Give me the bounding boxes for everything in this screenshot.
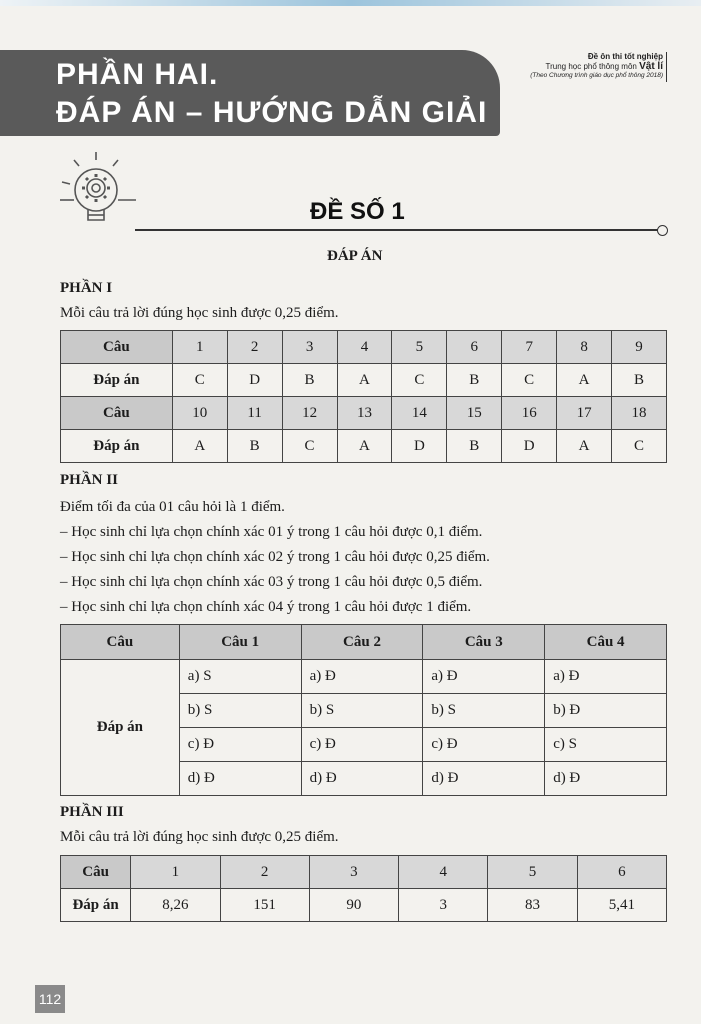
part2-rule: – Học sinh chỉ lựa chọn chính xác 03 ý trong 1 câu hỏi được 0,5 điểm. [60, 574, 483, 590]
question-cell: 16 [502, 397, 557, 430]
title-underline [135, 229, 660, 231]
answer-cell: D [502, 430, 557, 463]
question-cell: 11 [227, 397, 282, 430]
answer-cell: b) S [301, 694, 423, 728]
answer-cell: b) Đ [545, 694, 667, 728]
table-header-cell: Câu [61, 856, 131, 889]
question-cell: 3 [282, 331, 337, 364]
column-header: Câu 1 [179, 625, 301, 660]
answer-cell: c) S [545, 728, 667, 762]
part1-heading: PHẦN I [60, 280, 113, 296]
answer-cell: 90 [309, 889, 398, 922]
table-header-cell: Đáp án [61, 889, 131, 922]
answer-cell: A [337, 430, 392, 463]
part1-note: Mỗi câu trả lời đúng học sinh được 0,25 điểm. [60, 305, 339, 321]
header-line-2: Trung học phổ thông môn Vật lí [545, 61, 663, 72]
table-header-cell: Câu [61, 331, 173, 364]
banner-line-2: ĐÁP ÁN – HƯỚNG DẪN GIẢI [56, 96, 488, 129]
answer-cell: 151 [220, 889, 309, 922]
question-cell: 17 [557, 397, 612, 430]
answer-cell: d) Đ [179, 762, 301, 796]
question-cell: 9 [612, 331, 667, 364]
answer-heading: ĐÁP ÁN [327, 248, 383, 264]
answer-cell: d) Đ [301, 762, 423, 796]
question-cell: 8 [557, 331, 612, 364]
part1-question-row-2 [61, 397, 667, 430]
question-cell: 5 [488, 856, 577, 889]
question-cell: 3 [309, 856, 398, 889]
column-header: Câu 2 [301, 625, 423, 660]
table-header-cell: Đáp án [61, 430, 173, 463]
question-cell: 10 [172, 397, 227, 430]
question-cell: 18 [612, 397, 667, 430]
answer-cell: B [447, 364, 502, 397]
answer-cell: a) Đ [301, 660, 423, 694]
part1-answer-table [60, 330, 667, 463]
answer-cell: 83 [488, 889, 577, 922]
table-header-cell: Câu [61, 397, 173, 430]
header-line-3: (Theo Chương trình giáo dục phổ thông 2018) [530, 72, 663, 79]
table-header-cell: Đáp án [61, 660, 180, 796]
question-cell: 5 [392, 331, 447, 364]
gear-lightbulb-icon [60, 150, 140, 230]
part3-note: Mỗi câu trả lời đúng học sinh được 0,25 điểm. [60, 829, 339, 845]
answer-cell: C [172, 364, 227, 397]
answer-cell: B [612, 364, 667, 397]
part2-rule: – Học sinh chỉ lựa chọn chính xác 01 ý trong 1 câu hỏi được 0,1 điểm. [60, 524, 483, 540]
answer-cell: d) Đ [545, 762, 667, 796]
part1-answer-row-2 [61, 430, 667, 463]
answer-cell: C [502, 364, 557, 397]
answer-cell: c) Đ [301, 728, 423, 762]
question-cell: 1 [172, 331, 227, 364]
running-header [530, 52, 663, 79]
answer-cell: B [447, 430, 502, 463]
part2-rule: – Học sinh chỉ lựa chọn chính xác 04 ý trong 1 câu hỏi được 1 điểm. [60, 599, 472, 615]
answer-cell: c) Đ [179, 728, 301, 762]
table-header-cell: Câu [61, 625, 180, 660]
answer-cell: d) Đ [423, 762, 545, 796]
part3-question-row [61, 856, 667, 889]
part2-answer-table [60, 624, 667, 796]
question-cell: 14 [392, 397, 447, 430]
title-underline-end [657, 225, 668, 236]
question-cell: 2 [220, 856, 309, 889]
column-header: Câu 3 [423, 625, 545, 660]
exam-title: ĐỀ SỐ 1 [310, 198, 405, 225]
page-number: 112 [35, 985, 65, 1013]
answer-cell: c) Đ [423, 728, 545, 762]
table-header-cell: Đáp án [61, 364, 173, 397]
chapter-banner [0, 50, 500, 136]
answer-cell: B [282, 364, 337, 397]
answer-cell: 8,26 [131, 889, 220, 922]
part2-header-row [61, 625, 667, 660]
question-cell: 15 [447, 397, 502, 430]
column-header: Câu 4 [545, 625, 667, 660]
answer-cell: a) Đ [423, 660, 545, 694]
answer-cell: A [557, 364, 612, 397]
answer-cell: A [172, 430, 227, 463]
question-cell: 7 [502, 331, 557, 364]
question-cell: 13 [337, 397, 392, 430]
answer-cell: a) Đ [545, 660, 667, 694]
answer-cell: 3 [399, 889, 488, 922]
part2-note: Điểm tối đa của 01 câu hỏi là 1 điểm. [60, 499, 285, 515]
answer-cell: b) S [423, 694, 545, 728]
answer-cell: B [227, 430, 282, 463]
top-accent-bar [0, 0, 701, 6]
part1-answer-row-1 [61, 364, 667, 397]
answer-cell: C [612, 430, 667, 463]
question-cell: 1 [131, 856, 220, 889]
question-cell: 2 [227, 331, 282, 364]
question-cell: 6 [447, 331, 502, 364]
answer-cell: A [337, 364, 392, 397]
banner-line-1: PHẦN HAI. [56, 58, 219, 91]
part1-question-row-1 [61, 331, 667, 364]
question-cell: 4 [399, 856, 488, 889]
question-cell: 4 [337, 331, 392, 364]
answer-cell: A [557, 430, 612, 463]
answer-cell: 5,41 [577, 889, 666, 922]
answer-cell: D [227, 364, 282, 397]
part3-heading: PHẦN III [60, 804, 124, 820]
answer-cell: a) S [179, 660, 301, 694]
question-cell: 12 [282, 397, 337, 430]
part2-row [61, 660, 667, 694]
header-line-1: Đề ôn thi tốt nghiệp [587, 52, 663, 61]
answer-cell: C [392, 364, 447, 397]
part3-answer-table [60, 855, 667, 922]
question-cell: 6 [577, 856, 666, 889]
part2-rule: – Học sinh chỉ lựa chọn chính xác 02 ý trong 1 câu hỏi được 0,25 điểm. [60, 549, 490, 565]
answer-cell: b) S [179, 694, 301, 728]
answer-cell: D [392, 430, 447, 463]
part3-answer-row [61, 889, 667, 922]
header-divider [666, 52, 667, 82]
answer-cell: C [282, 430, 337, 463]
part2-heading: PHẦN II [60, 472, 118, 488]
